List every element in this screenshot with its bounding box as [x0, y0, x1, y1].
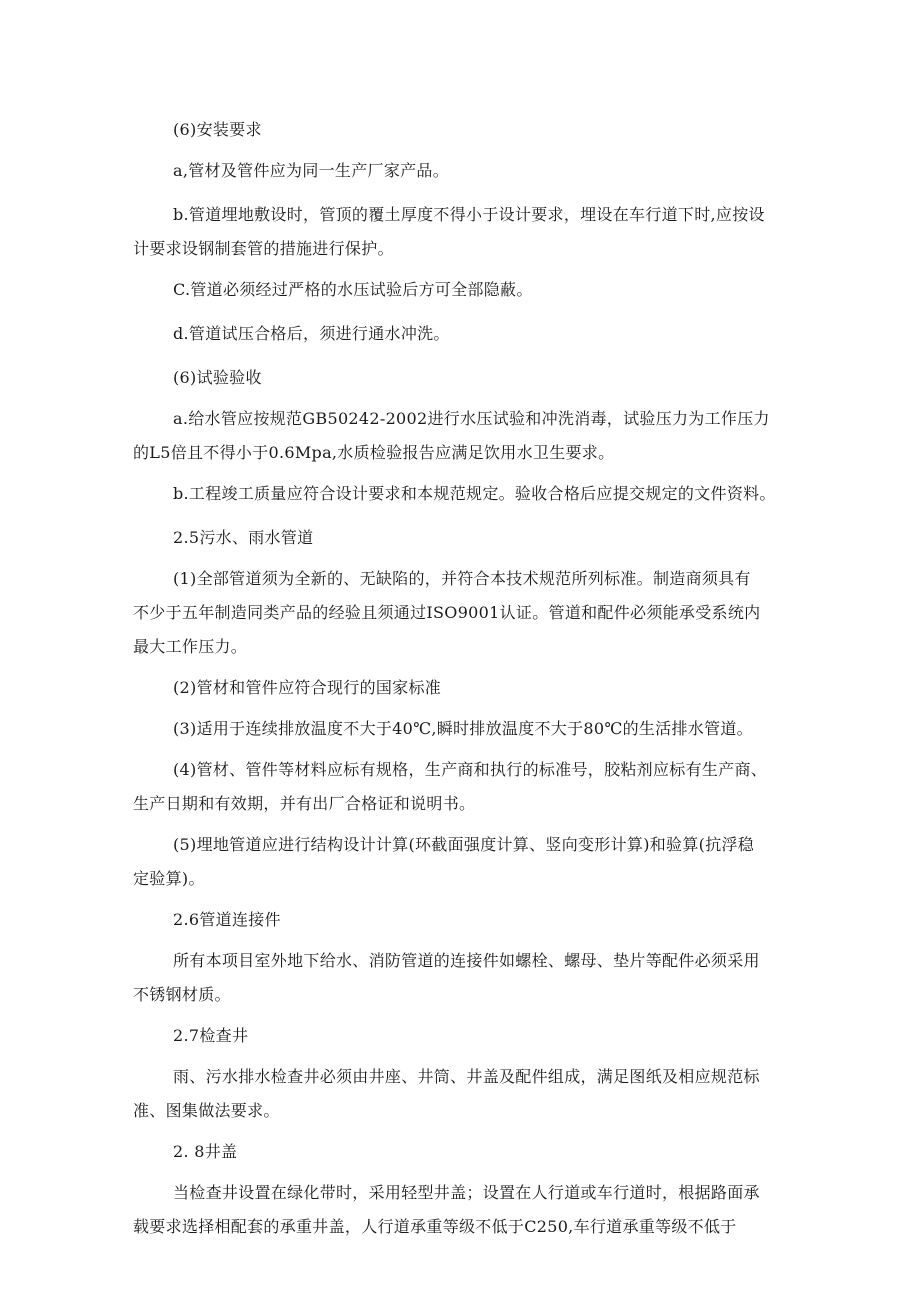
paragraph-line: (2)管材和管件应符合现行的国家标准: [173, 678, 442, 697]
paragraph-line: d.管道试压合格后，须进行通水冲洗。: [173, 324, 450, 343]
heading-install-requirements: (6)安装要求: [173, 120, 262, 139]
paragraph-line: (4)管材、管件等材料应标有规格，生产商和执行的标准号，胶粘剂应标有生产商、: [173, 760, 768, 779]
heading-section-2-5: 2.5污水、雨水管道: [173, 528, 314, 547]
heading-section-2-6: 2.6管道连接件: [173, 910, 281, 929]
paragraph-line: 不锈钢材质。: [133, 985, 231, 1004]
paragraph-line: 当检查井设置在绿化带时，采用轻型井盖；设置在人行道或车行道时，根据路面承: [173, 1183, 760, 1202]
paragraph-line: 准、图集做法要求。: [133, 1101, 280, 1120]
paragraph-line: 计要求设钢制套管的措施进行保护。: [133, 239, 394, 258]
document-body: [133, 116, 798, 1241]
heading-section-2-8: 2. 8井盖: [173, 1142, 238, 1161]
paragraph-line: a,管材及管件应为同一生产厂家产品。: [173, 161, 450, 180]
paragraph-line: 不少于五年制造同类产品的经验且须通过ISO9001认证。管道和配件必须能承受系统内: [133, 603, 761, 622]
paragraph-line: 所有本项目室外地下给水、消防管道的连接件如螺栓、螺母、垫片等配件必须采用: [173, 951, 760, 970]
paragraph-line: 载要求选择相配套的承重井盖，人行道承重等级不低于C250,车行道承重等级不低于: [133, 1217, 737, 1236]
paragraph-line: 定验算)。: [133, 869, 205, 888]
paragraph-line: a.给水管应按规范GB50242-2002进行水压试验和冲洗消毒，试验压力为工作压力: [173, 409, 770, 428]
heading-section-2-7: 2.7检查井: [173, 1026, 249, 1045]
paragraph-line: (3)适用于连续排放温度不大于40℃,瞬时排放温度不大于80℃的生活排水管道。: [173, 719, 753, 738]
paragraph-line: 最大工作压力。: [133, 637, 248, 656]
paragraph-line: C.管道必须经过严格的水压试验后方可全部隐蔽。: [173, 280, 533, 299]
paragraph-line: (1)全部管道须为全新的、无缺陷的，并符合本技术规范所列标准。制造商须具有: [173, 569, 751, 588]
paragraph-line: b.管道埋地敷设时，管顶的覆土厚度不得小于设计要求，埋设在车行道下时,应按设: [173, 205, 765, 224]
paragraph-line: (5)埋地管道应进行结构设计计算(环截面强度计算、竖向变形计算)和验算(抗浮稳: [173, 835, 755, 854]
heading-test-acceptance: (6)试验验收: [173, 368, 262, 387]
paragraph-line: 的L5倍且不得小于0.6Mpa,水质检验报告应满足饮用水卫生要求。: [133, 443, 615, 462]
paragraph-line: 生产日期和有效期，并有出厂合格证和说明书。: [133, 794, 476, 813]
paragraph-line: 雨、污水排水检查井必须由井座、井筒、井盖及配件组成，满足图纸及相应规范标: [173, 1067, 760, 1086]
paragraph-line: b.工程竣工质量应符合设计要求和本规范规定。验收合格后应提交规定的文件资料。: [173, 484, 776, 503]
